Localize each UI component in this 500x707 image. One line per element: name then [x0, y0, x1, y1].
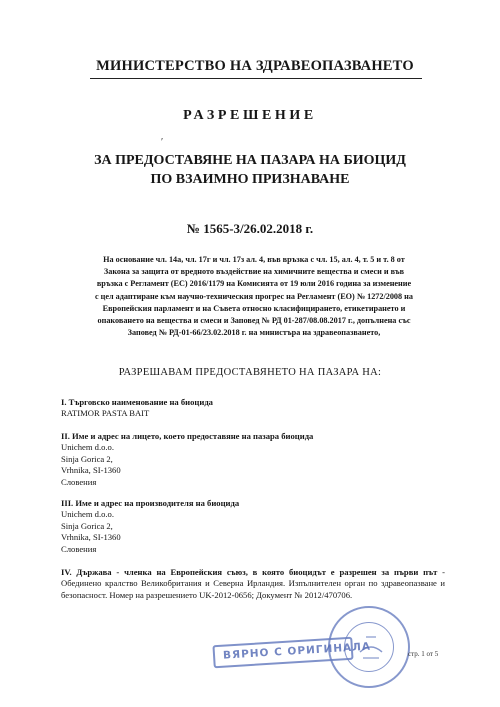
scan-mark: ʹ — [161, 137, 164, 148]
manufacturer-country: Словения — [61, 543, 97, 554]
document-title: РАЗРЕШЕНИЕ — [183, 108, 317, 123]
section-heading: II. Име и адрес на лицето, което предоставяне на пазара биоцида — [61, 431, 314, 441]
section-holder — [61, 431, 451, 488]
legal-line: Заповед № РД-01-66/23.02.2018 г. на министъра на здравеопазването, — [127, 328, 381, 338]
legal-line: с цел адаптиране към научно-техническия прогрес на Регламент (ЕО) № 1272/2008 на — [95, 291, 413, 301]
subtitle-line-2: ПО ВЗАИМНО ПРИЗНАВАНЕ — [150, 172, 350, 187]
product-name: RATIMOR PASTA BAIT — [61, 408, 150, 419]
section-heading: IV. Държава - членка на Европейския съюз, в която биоцидът е разрешен за първи път — [61, 567, 438, 577]
subtitle-line-1: ЗА ПРЕДОСТАВЯНЕ НА ПАЗАРА НА БИОЦИД — [94, 153, 406, 168]
holder-country: Словения — [61, 476, 97, 487]
holder-street: Sinja Gorica 2, — [61, 453, 113, 464]
section-heading: I. Търговско наименование на биоцида — [61, 397, 213, 407]
manufacturer-street: Sinja Gorica 2, — [61, 520, 113, 531]
manufacturer-city: Vrhnika, SI-1360 — [61, 532, 121, 543]
ministry-header: МИНИСТЕРСТВО НА ЗДРАВЕОПАЗВАНЕТО — [96, 58, 414, 74]
holder-company: Unichem d.o.o. — [61, 442, 114, 453]
legal-line: Европейския парламент и на Съвета относно класифицирането, етикетирането и — [102, 303, 406, 313]
header-underline — [90, 78, 422, 79]
holder-city: Vrhnika, SI-1360 — [61, 465, 121, 476]
section-manufacturer — [61, 498, 451, 555]
section-trade-name — [61, 397, 451, 420]
section-member-state — [61, 567, 445, 601]
certified-copy-stamp: ВЯРНО С ОРИГИНАЛА — [212, 637, 353, 669]
page-number: стр. 1 от 5 — [408, 650, 439, 658]
section-heading: III. Име и адрес на производителя на биоцида — [61, 498, 240, 508]
document-number: № 1565-3/26.02.2018 г. — [186, 221, 314, 236]
legal-basis-paragraph — [68, 254, 440, 339]
legal-line: Закона за защита от вредното въздействие на химичните вещества и смеси и във — [103, 267, 405, 277]
member-state-text: - Обединено кралство Великобритания и Северна Ирландия. Изпълнителен орган по здравеопазване и безопасност. Номер на разрешението UK-2012-0656; Документ № 2012/470706. — [61, 567, 445, 600]
authorization-statement: РАЗРЕШАВАМ ПРЕДОСТАВЯНЕТО НА ПАЗАРА НА: — [118, 367, 382, 378]
legal-line: опаковането на вещества и смеси и Заповед № РД 01-287/08.08.2017 г., допълнена със — [97, 316, 411, 326]
legal-line: връзка с Регламент (ЕС) 2016/1179 на Комисията от 19 юли 2016 година за изменение — [96, 279, 412, 289]
document-subtitle — [0, 151, 500, 189]
manufacturer-company: Unichem d.o.o. — [61, 509, 114, 520]
legal-line: На основание чл. 14а, чл. 17г и чл. 17з ал. 4, във връзка с чл. 15, ал. 4, т. 5 и т. 8 от — [103, 255, 405, 264]
